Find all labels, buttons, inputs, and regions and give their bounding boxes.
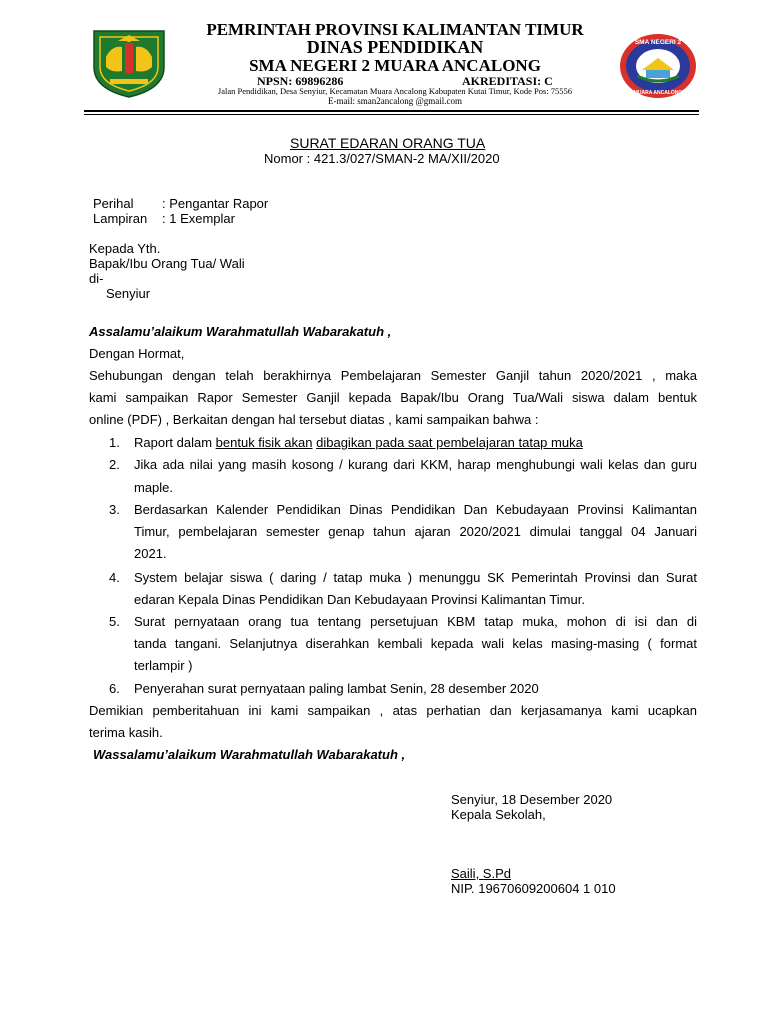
logo-text-top: SMA NEGERI 2: [634, 39, 682, 46]
closing-salam: Wassalamu’alaikum Warahmatullah Wabarakatuh ,: [93, 747, 406, 762]
letter-title: SURAT EDARAN ORANG TUA: [290, 135, 486, 151]
list-item-line: Surat pernyataan orang tua tentang persetujuan KBM tatap muka, mohon di isi dan di: [134, 614, 697, 629]
list-number: 1.: [109, 435, 120, 450]
signer-position: Kepala Sekolah,: [451, 807, 546, 822]
letterhead-address: Jalan Pendidikan, Desa Senyiur, Kecamatan Muara Ancalong Kabupaten Kutai Timur, Kode Pos: 75556: [217, 86, 573, 96]
letterhead-npsn: NPSN: 69896286: [257, 74, 344, 88]
list-item-1-underlined-2: dibagikan pada saat pembelajaran tatap muka: [316, 435, 583, 450]
opening: Dengan Hormat,: [89, 346, 185, 361]
list-item-line: Timur, pembelajaran semester genap tahun ajaran 2020/2021 dimulai tanggal 04 Januari: [134, 524, 697, 539]
recipient-line-3: di-: [89, 271, 104, 286]
perihal-label: Perihal: [93, 196, 134, 211]
list-number: 4.: [109, 570, 120, 585]
perihal-value: : Pengantar Rapor: [162, 196, 269, 211]
closing-line: Demikian pemberitahuan ini kami sampaikan , atas perhatian dan kerjasamanya kami ucapkan: [89, 703, 697, 718]
kalimantan-timur-emblem-logo: [88, 27, 170, 99]
signer-name: Saili, S.Pd: [451, 866, 511, 881]
letterhead-email: E-mail: sman2ancalong @gmail.com: [327, 96, 462, 106]
list-item-1-prefix: Raport dalam: [134, 435, 216, 450]
list-item-line: edaran Kepala Dinas Pendidikan Dan Kebudayaan Provinsi Kalimantan Timur.: [134, 592, 585, 607]
recipient-line-2: Bapak/Ibu Orang Tua/ Wali: [89, 256, 245, 271]
recipient-line-1: Kepada Yth.: [89, 241, 161, 256]
place-date: Senyiur, 18 Desember 2020: [451, 792, 613, 807]
letterhead: [0, 0, 768, 112]
lampiran-value: : 1 Exemplar: [162, 211, 235, 226]
logo-text-bottom: MUARA ANCALONG: [633, 90, 683, 96]
signer-nip: NIP. 19670609200604 1 010: [451, 881, 616, 896]
list-item-line: terlampir ): [134, 658, 193, 673]
list-item-line: maple.: [134, 480, 174, 495]
paragraph-line: online (PDF) , Berkaitan dengan hal tersebut diatas , kami sampaikan bahwa :: [89, 412, 539, 427]
list-item-1-underlined-1: bentuk fisik akan: [215, 435, 313, 450]
list-item-line: System belajar siswa ( daring / tatap muka ) menunggu SK Pemerintah Provinsi dan Surat: [134, 570, 697, 585]
letterhead-accreditation: AKREDITASI: C: [462, 74, 553, 88]
closing-line: terima kasih.: [89, 725, 163, 740]
list-item-line: Jika ada nilai yang masih kosong / kurang dari KKM, harap menghubungi wali kelas dan guru: [134, 457, 697, 472]
greeting: Assalamu’alaikum Warahmatullah Wabarakatuh ,: [89, 324, 392, 339]
letterhead-agency-line: DINAS PENDIDIKAN: [306, 37, 484, 57]
list-item-line: Penyerahan surat pernyataan paling lambat Senin, 28 desember 2020: [134, 681, 539, 696]
lampiran-label: Lampiran: [93, 211, 148, 226]
list-number: 3.: [109, 502, 120, 517]
list-item-1: [134, 435, 697, 451]
letterhead-thin-rule: [84, 114, 699, 115]
letter-number: Nomor : 421.3/027/SMAN-2 MA/XII/2020: [264, 151, 500, 166]
letterhead-thick-rule: [84, 110, 699, 112]
recipient-line-4: Senyiur: [106, 286, 151, 301]
paragraph-line: kami sampaikan Rapor Semester Ganjil kepada Bapak/Ibu Orang Tua/Wali siswa dalam bentuk: [89, 390, 697, 405]
list-number: 2.: [109, 457, 120, 472]
list-number: 6.: [109, 681, 120, 696]
list-item-line: tanda tangani. Selanjutnya diserahkan kembali kepada wali kelas masing-masing ( format: [134, 636, 697, 651]
list-item-line: Berdasarkan Kalender Pendidikan Dinas Pendidikan Dan Kebudayaan Provinsi Kalimantan: [134, 502, 697, 517]
sma-negeri-2-school-logo: [617, 32, 699, 100]
paragraph-line: Sehubungan dengan telah berakhirnya Pembelajaran Semester Ganjil tahun 2020/2021 , maka: [89, 368, 697, 383]
letterhead-government-line: PEMRINTAH PROVINSI KALIMANTAN TIMUR: [206, 20, 584, 39]
list-item-line: 2021.: [134, 546, 167, 561]
letterhead-school-name: SMA NEGERI 2 MUARA ANCALONG: [249, 56, 541, 75]
list-number: 5.: [109, 614, 120, 629]
